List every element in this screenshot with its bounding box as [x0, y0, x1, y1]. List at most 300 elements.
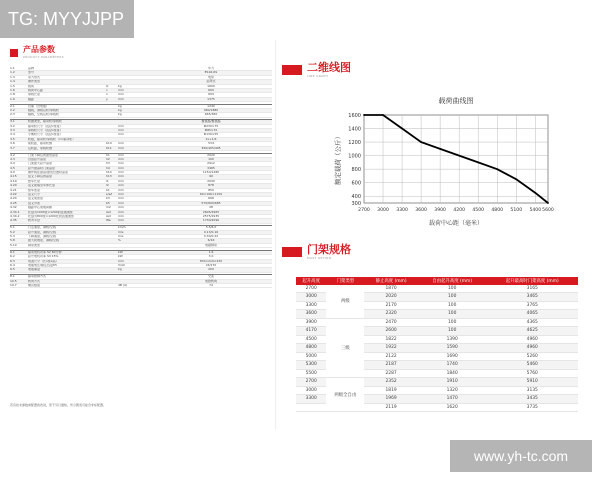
spec-row-name: 最大爬坡度，满载/空载	[28, 239, 60, 243]
spec-row-value: 2575/2935	[202, 214, 220, 218]
x-tick-label: 4500	[472, 208, 485, 213]
mast-max-height: 3765	[487, 301, 578, 310]
spec-row-number: 4.9	[10, 170, 15, 175]
spec-row-name: 整车长度	[28, 179, 41, 183]
spec-row-number: 4.35	[10, 218, 17, 223]
mast-row	[296, 378, 578, 387]
spec-row-value: 200	[208, 267, 214, 272]
spec-row-number: 2.1	[10, 103, 15, 108]
spec-row-name: 驱动电机功率 S2 60分钟	[28, 250, 62, 254]
y-tick-label: 600	[351, 180, 361, 187]
spec-row-symbol: b10	[106, 141, 112, 146]
spec-row-value: 1240	[207, 103, 215, 108]
mast-free-lift: 1470	[418, 395, 487, 404]
mast-lift-height: 3000	[296, 386, 326, 395]
spec-row-unit: mm	[118, 92, 124, 97]
spec-row-number: 10.7	[10, 282, 17, 287]
spec-row-unit: kW	[118, 254, 123, 259]
spec-row-symbol	[106, 260, 118, 263]
spec-row-name: 操作柄在最高/最低位置时高度	[28, 171, 69, 175]
spec-row-value: 电控转向	[204, 278, 217, 283]
spec-row-symbol	[106, 275, 118, 278]
mast-static-height: 2287	[364, 369, 418, 378]
spec-row-value: 850	[208, 187, 214, 192]
spec-row-value: 570/600/685	[201, 200, 221, 205]
spec-row-unit: mm	[118, 128, 124, 133]
spec-row-unit	[118, 71, 150, 74]
plot-frame	[364, 115, 548, 203]
spec-row-name: 货叉架宽度	[28, 197, 44, 201]
spec-row-name: 后轮距，承载轮侧	[28, 146, 53, 150]
spec-row-value: 1.6	[208, 249, 214, 254]
y-tick-label: 1600	[348, 113, 361, 119]
spec-row-symbol	[106, 71, 118, 74]
x-tick-label: 2700	[358, 208, 370, 213]
spec-row-name: 下降速度，满载/空载	[28, 235, 57, 239]
spec-row-name: 起升最高时门架高度	[28, 166, 56, 170]
spec-row-name: 整车宽度	[28, 188, 41, 192]
spec-row-value: 600	[208, 87, 214, 92]
spec-row-symbol: b1	[106, 187, 110, 192]
spec-row-symbol: s/e/l	[106, 192, 113, 197]
spec-row-name: 轴载，空载后轮/承载轮	[28, 113, 60, 117]
spec-row-symbol: h13	[106, 174, 112, 179]
spec-row-unit: mm	[118, 145, 124, 150]
spec-row-name: 托盘为800宽×1200托的直通道宽	[28, 215, 74, 218]
spec-row-symbol: x	[106, 92, 108, 97]
mast-static-height: 2352	[364, 378, 418, 387]
x-tick-label: 3900	[434, 208, 446, 213]
spec-row-unit: m/s	[118, 234, 124, 239]
spec-row-unit	[118, 67, 150, 70]
spec-row-symbol: b3	[106, 196, 110, 201]
load-curve-point	[458, 155, 460, 157]
spec-row-number: 1.6	[10, 87, 15, 92]
spec-row-name: 承载轮尺寸（直径x宽度）	[28, 129, 63, 133]
spec-row-unit: mm	[118, 156, 124, 161]
spec-row-unit: kg	[118, 108, 122, 113]
spec-row-symbol	[106, 120, 118, 123]
spec-row-number: 3.4	[10, 132, 15, 137]
load-curve-point	[547, 202, 549, 204]
spec-row-number: 3.1	[10, 119, 15, 124]
mast-static-height: 1819	[364, 386, 418, 395]
spec-row-symbol: y	[106, 96, 108, 101]
spec-row-number: 5.3	[10, 234, 15, 239]
x-tick-label: 5100	[510, 208, 523, 213]
spec-row-number: 2.2	[10, 108, 15, 113]
spec-row-name: 动力形式	[28, 75, 41, 79]
mast-table	[296, 277, 578, 412]
mast-max-height: 4960	[487, 344, 578, 353]
x-tick-label: 4800	[491, 208, 504, 213]
spec-row-unit: km/h	[118, 225, 126, 230]
spec-row-name: 承载长度	[28, 93, 41, 97]
spec-row-unit: kg	[118, 103, 122, 108]
spec-row-name: 载荷中心距	[28, 88, 44, 92]
mast-type: 三级	[326, 318, 364, 378]
spec-row-name: 托盘为1000宽×1200的直通道宽	[28, 210, 73, 214]
x-tick-label: 5400	[529, 208, 542, 213]
spec-row-value: 电磁制动	[204, 242, 217, 247]
spec-row-value: 2020	[207, 152, 215, 157]
mast-static-height: 1922	[364, 344, 418, 353]
mast-static-height: 2122	[364, 352, 418, 361]
spec-row-name: 货叉前端至车体长度	[28, 184, 56, 188]
spec-row-symbol	[106, 231, 118, 234]
mast-free-lift: 1620	[418, 403, 487, 412]
spec-row-number: 5.10	[10, 242, 17, 247]
spec-row-number: 2.3	[10, 112, 15, 117]
spec-row-number: 4.2	[10, 152, 15, 157]
source-tag: TG: MYYJJPP	[0, 0, 134, 38]
spec-row-number: 1.2	[10, 70, 15, 75]
spec-row-symbol: c	[106, 87, 108, 92]
mast-free-lift: 1840	[418, 369, 487, 378]
spec-row	[10, 219, 272, 223]
spec-row-unit	[118, 76, 150, 79]
mast-max-height: 4365	[487, 318, 578, 327]
page-fold-divider	[275, 40, 276, 430]
mast-free-lift: 100	[418, 327, 487, 336]
spec-row-name: 轴距中心离地间隙	[28, 206, 53, 210]
spec-row-name: 轴载，满载后轮/承载轮	[28, 109, 60, 113]
mast-row	[296, 285, 578, 293]
mast-max-height: 4960	[487, 335, 578, 344]
spec-row-number: 3.5	[10, 136, 15, 141]
mast-max-height: 5460	[487, 361, 578, 370]
spec-row-value: 站驾式	[206, 79, 216, 84]
spec-row-symbol: Wa	[106, 218, 111, 223]
spec-row-symbol	[106, 235, 118, 238]
mast-static-height: 2119	[364, 403, 418, 412]
spec-row-value: 1375	[207, 96, 215, 101]
spec-title: 产品参数	[23, 45, 55, 54]
spec-row-number: 6.4	[10, 262, 15, 267]
spec-row-name: 门架最大起升高度	[28, 162, 53, 166]
y-axis-label: 额定载荷（公斤）	[334, 133, 342, 185]
spec-row-value: 2030	[207, 178, 215, 183]
spec-row-value: 24/270	[205, 262, 217, 267]
mast-free-lift: 100	[418, 318, 487, 327]
spec-row-symbol	[106, 113, 118, 116]
mast-static-height: 1870	[364, 285, 418, 293]
spec-row-number: 10.5	[10, 278, 17, 283]
spec-row-name: 货叉下降后的高度	[28, 175, 53, 179]
spec-row-symbol	[106, 226, 118, 229]
mast-static-height: 2600	[364, 327, 418, 336]
spec-row-name: 货叉外宽	[28, 201, 41, 205]
x-tick-label: 3000	[377, 208, 389, 213]
spec-row-unit: dB (A)	[118, 282, 128, 287]
spec-row-name: 制动类型	[28, 243, 41, 247]
mast-lift-height: 4800	[296, 344, 326, 353]
spec-row-value: 390/405/495	[201, 145, 221, 150]
chart-title: 载荷曲线图	[438, 97, 474, 105]
mast-static-height: 2320	[364, 310, 418, 319]
spec-row-symbol: l1	[106, 178, 109, 183]
load-curve-chart	[310, 89, 572, 239]
spec-row-value: 2605/2965	[202, 209, 220, 214]
mast-max-height: 5910	[487, 378, 578, 387]
spec-row-name: 自重（含电瓶）	[28, 104, 50, 108]
spec-row-name: 电瓶电压/额定容量K5	[28, 263, 57, 267]
spec-row-value: 834×216×430	[199, 258, 223, 263]
spec-row-unit: mm	[118, 141, 124, 146]
spec-row-number: 5.1	[10, 225, 15, 230]
spec-row-number: 3.6	[10, 141, 15, 146]
spec-row	[10, 284, 272, 288]
spec-row-number: 3.7	[10, 145, 15, 150]
spec-row-name: 起升速度，满载/空载	[28, 230, 57, 234]
mast-lift-height	[296, 403, 326, 412]
load-curve-point	[515, 178, 517, 180]
spec-row-name: 品牌	[28, 67, 35, 70]
mast-lift-height: 3600	[296, 310, 326, 319]
graph-title: 二维线图	[307, 61, 351, 74]
mast-max-height: 5260	[487, 352, 578, 361]
spec-row-unit: mm	[118, 165, 124, 170]
spec-row-value: 878	[208, 183, 214, 188]
accent-bar	[282, 65, 302, 75]
spec-row-symbol	[106, 76, 118, 79]
spec-row-unit: mm	[118, 123, 124, 128]
spec-row-unit: kg	[118, 112, 122, 117]
spec-row-number: 4.3	[10, 156, 15, 161]
x-tick-label: 4200	[453, 208, 466, 213]
spec-row-symbol	[106, 255, 118, 258]
spec-row-name: 驱动轮尺寸（直径x宽度）	[28, 124, 63, 128]
mast-max-height: 3435	[487, 395, 578, 404]
spec-row	[10, 244, 272, 248]
mast-lift-height: 5300	[296, 361, 326, 370]
mast-free-lift: 100	[418, 293, 487, 302]
mast-lift-height: 4500	[296, 335, 326, 344]
spec-row-name: 轮胎类型，驱动轮/承载轮	[28, 120, 63, 124]
mast-row	[296, 318, 578, 327]
spec-row-symbol: h4	[106, 165, 110, 170]
spec-row-value: Φ230×75	[203, 123, 219, 128]
spec-row-unit: mm	[118, 196, 124, 201]
spec-row-value: 28	[209, 205, 213, 210]
spec-row-symbol	[106, 105, 118, 108]
spec-row-symbol: l2	[106, 183, 109, 188]
mast-max-height: 3165	[487, 285, 578, 293]
mast-subtitle: MAST OPTION	[307, 256, 332, 260]
spec-footnote: 若有技术参数或配置的改进，恕不另行通知，所示图表可能含非标配置。	[10, 403, 107, 407]
spec-row-name: 轴距	[28, 97, 35, 101]
spec-row-symbol	[106, 264, 118, 267]
x-axis-label: 载荷中心距（毫米）	[428, 220, 484, 227]
spec-row-number: 1.4	[10, 79, 15, 84]
spec-row	[10, 147, 272, 151]
mast-free-lift: 1590	[418, 344, 487, 353]
spec-row-unit: mm	[118, 192, 124, 197]
mast-lift-height: 5000	[296, 352, 326, 361]
spec-row-unit: mm	[118, 258, 124, 263]
spec-row-symbol	[106, 268, 118, 271]
spec-row-unit: kW	[118, 249, 123, 254]
spec-row-value: 交流	[207, 274, 214, 279]
spec-row-number: 4.34.2	[10, 214, 20, 218]
spec-row-number: 4.15	[10, 174, 17, 179]
spec-row-unit: mm	[118, 200, 124, 205]
mast-max-height: 5760	[487, 369, 578, 378]
spec-row-number: 4.25	[10, 200, 17, 205]
mast-header-cell: 门架类型	[326, 277, 364, 285]
spec-row-number: 5.2	[10, 229, 15, 234]
spec-row-number: 1.8	[10, 92, 15, 97]
spec-row-symbol: Ast	[106, 214, 111, 218]
graph-section-header	[282, 61, 351, 83]
spec-row-number: 4.32	[10, 205, 17, 210]
mast-max-height: 4625	[487, 327, 578, 336]
spec-row-unit: mm	[118, 178, 124, 183]
y-tick-label: 300	[351, 201, 361, 207]
spec-row-value: 6/16	[207, 238, 215, 243]
mast-lift-height: 2700	[296, 285, 326, 293]
spec-row-symbol: m2	[106, 205, 111, 210]
spec-row-symbol	[106, 239, 118, 242]
spec-row-symbol	[106, 284, 118, 287]
mast-header-cell: 静止高度 (mm)	[364, 277, 418, 285]
spec-row-unit: mm	[118, 132, 124, 137]
spec-row-number: 6.5	[10, 267, 15, 272]
mast-static-height: 2170	[364, 301, 418, 310]
spec-row-symbol: b11	[106, 145, 112, 150]
spec-row-name: 电瓶重量	[28, 268, 41, 272]
spec-row-unit: kg	[118, 267, 122, 272]
mast-free-lift: 100	[418, 285, 487, 293]
x-tick-label: 3600	[415, 208, 427, 213]
spec-row-unit: mm	[118, 183, 124, 188]
spec-row-value: 3.0	[208, 254, 214, 259]
spec-row-symbol: h3	[106, 161, 110, 166]
mast-lift-height: 3000	[296, 293, 326, 302]
spec-row-name: 起升电机功率 S3 15%	[28, 255, 59, 259]
spec-row-number: 6.1	[10, 249, 15, 254]
spec-row-value: 665/380	[204, 112, 218, 117]
spec-row-unit: mm	[118, 187, 124, 192]
mast-lift-height: 3300	[296, 395, 326, 404]
spec-row-value: 60×190×1150	[199, 192, 223, 197]
spec-section-header	[10, 45, 272, 67]
spec-row-value: Φ130×55	[203, 132, 219, 137]
spec-row-unit: mm	[118, 174, 124, 179]
spec-row-name: 转弯半径	[28, 219, 41, 223]
spec-row-value: 1730/2090	[202, 218, 220, 223]
y-tick-label: 1200	[348, 140, 361, 147]
mast-header-cell: 自由起升高度 (mm)	[418, 277, 487, 285]
spec-row-unit: mm	[118, 161, 124, 166]
y-tick-label: 1000	[348, 153, 361, 160]
spec-row-value: 聚氨酯/聚氨酯	[201, 119, 221, 124]
spec-subtitle: PRODUCT PARAMETERS	[23, 55, 64, 59]
mast-free-lift: 100	[418, 301, 487, 310]
mast-static-height: 2187	[364, 361, 418, 370]
spec-row-value: 100	[208, 156, 214, 161]
spec-row-value: 534	[208, 141, 214, 146]
spec-row-value: 1600	[207, 83, 215, 88]
spec-row-number: 4.21	[10, 187, 17, 192]
spec-row-unit: V/Ah	[118, 262, 126, 267]
spec-row-value: ES16-RS	[204, 70, 218, 75]
spec-row-symbol: Ast	[106, 209, 111, 214]
spec-row-name: 平衡轮尺寸（直径x宽度）	[28, 133, 63, 137]
spec-row-symbol	[106, 133, 118, 136]
load-curve-point	[401, 128, 403, 130]
load-curve-point	[534, 192, 536, 194]
spec-row-symbol	[106, 244, 118, 247]
spec-row-value: 5.5/6.0	[205, 225, 217, 230]
load-curve-point	[363, 114, 365, 116]
spec-row-name: 轮数，驱动轮/承载轮（x=驱动轮）	[28, 137, 76, 141]
mast-lift-height: 5500	[296, 369, 326, 378]
spec-row-value: 电动	[207, 74, 214, 79]
spec-row-unit: mm	[118, 152, 124, 157]
spec-row-value: 1150/1480	[202, 170, 220, 175]
spec-row-symbol	[106, 109, 118, 112]
mast-max-height: 3735	[487, 403, 578, 412]
spec-row-symbol: b5	[106, 200, 110, 205]
spec-row-number: 3.3	[10, 128, 15, 133]
mast-lift-height: 2700	[296, 378, 326, 387]
spec-row-number: 8.1	[10, 274, 15, 279]
mast-type: 两级全自由	[326, 378, 364, 412]
mast-lift-height: 3300	[296, 301, 326, 310]
y-tick-label: 800	[351, 167, 361, 174]
spec-table	[10, 67, 272, 288]
load-curve-point	[477, 161, 479, 163]
spec-row-symbol	[106, 251, 118, 254]
spec-row-unit: mm	[118, 87, 124, 92]
spec-row-name: 型号	[28, 71, 35, 75]
spec-row-number: 4.19	[10, 178, 17, 183]
mast-max-height: 3135	[487, 386, 578, 395]
mast-static-height: 1822	[364, 335, 418, 344]
spec-row-value: 693	[208, 92, 214, 97]
mast-free-lift: 1320	[418, 386, 487, 395]
mast-static-height: 2470	[364, 318, 418, 327]
spec-row-unit: kg	[118, 83, 122, 88]
spec-row-symbol: Q	[106, 83, 109, 88]
spec-row-value: Φ85×70	[204, 128, 218, 133]
spec-row-unit	[118, 275, 150, 278]
accent-bar	[10, 49, 18, 57]
spec-page	[10, 45, 272, 425]
spec-row	[10, 113, 272, 117]
mast-static-height: 1969	[364, 395, 418, 404]
mast-table-header	[296, 277, 578, 285]
spec-row-number: 3.2	[10, 123, 15, 128]
load-curve-point	[496, 168, 498, 170]
spec-row-name: 货叉尺寸	[28, 193, 41, 197]
spec-row-symbol	[106, 125, 118, 128]
y-tick-label: 400	[351, 194, 361, 201]
mast-header-cell: 起升最高时门架高度 (mm)	[487, 277, 578, 285]
spec-row-unit: mm	[118, 170, 124, 175]
spec-row-number: 1.9	[10, 96, 15, 101]
spec-row-unit: mm	[118, 218, 124, 223]
spec-row-value: 74	[209, 282, 213, 287]
chart-page	[282, 45, 592, 425]
mast-free-lift: 1740	[418, 361, 487, 370]
y-tick-label: 1400	[348, 126, 361, 133]
spec-row	[10, 268, 272, 272]
spec-row-number: 4.5	[10, 165, 15, 170]
mast-max-height: 3465	[487, 293, 578, 302]
spec-row-name: 操作类型	[28, 80, 41, 84]
